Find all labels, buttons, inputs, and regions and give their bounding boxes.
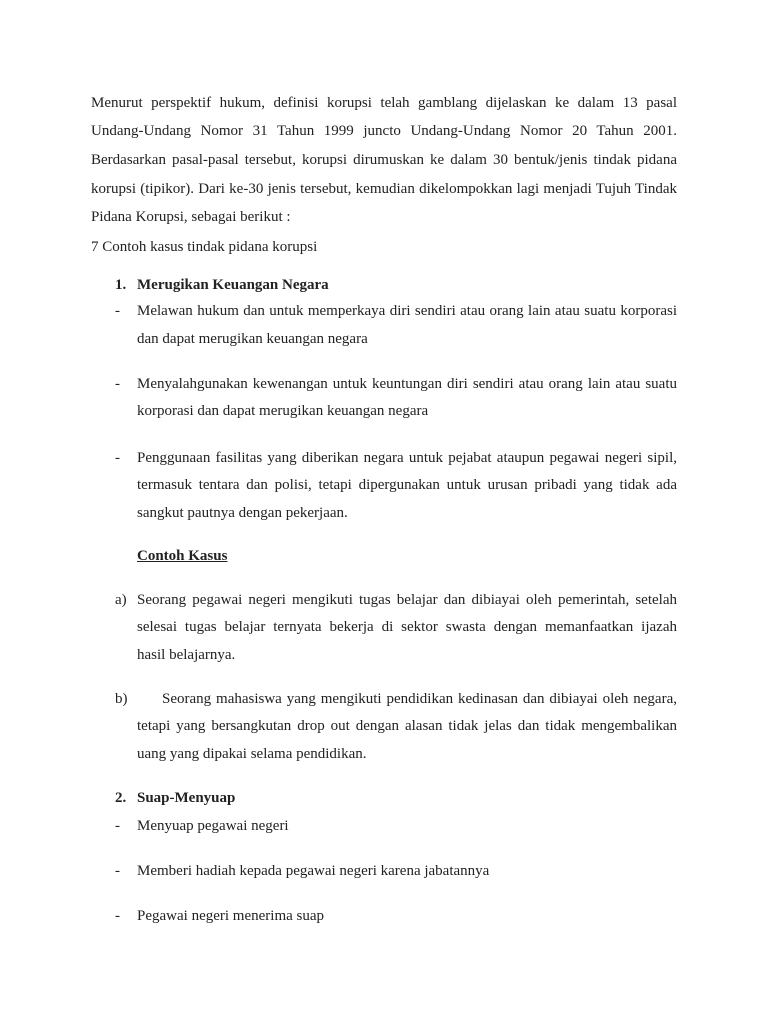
bullet-marker: -: [115, 863, 120, 879]
section-title: Suap-Menyuap: [137, 790, 236, 806]
bullet-marker: -: [115, 376, 120, 392]
bullet-line: Melawan hukum dan untuk memperkaya diri sendiri atau orang lain atau suatu korporasi: [137, 303, 677, 319]
intro-line: korupsi (tipikor). Dari ke-30 jenis tersebut, kemudian dikelompokkan lagi menjadi Tujuh Tindak: [91, 181, 677, 197]
bullet-marker: -: [115, 303, 120, 319]
intro-line: Pidana Korupsi, sebagai berikut :: [91, 209, 291, 225]
bullet-line: termasuk tentara dan polisi, tetapi dipergunakan untuk urusan pribadi yang tidak ada: [137, 477, 677, 493]
example-line: tetapi yang bersangkutan drop out dengan alasan tidak jelas dan tidak mengembalikan: [137, 718, 677, 734]
example-line: hasil belajarnya.: [137, 647, 236, 663]
bullet-line: sangkut pautnya dengan pekerjaan.: [137, 505, 348, 521]
intro-line: Berdasarkan pasal-pasal tersebut, korupsi dirumuskan ke dalam 30 bentuk/jenis tindak pidana: [91, 152, 677, 168]
intro-line: Menurut perspektif hukum, definisi korupsi telah gamblang dijelaskan ke dalam 13 pasal: [91, 95, 677, 111]
subtitle: 7 Contoh kasus tindak pidana korupsi: [91, 239, 318, 255]
example-marker: a): [115, 592, 127, 608]
section-number: 1.: [115, 277, 127, 293]
bullet-line: Menyuap pegawai negeri: [137, 818, 289, 834]
bullet-line: Menyalahgunakan kewenangan untuk keuntungan diri sendiri atau orang lain atau suatu: [137, 376, 677, 392]
example-line: uang yang dipakai selama pendidikan.: [137, 746, 367, 762]
bullet-line: korporasi dan dapat merugikan keuangan negara: [137, 403, 429, 419]
bullet-line: dan dapat merugikan keuangan negara: [137, 331, 368, 347]
bullet-marker: -: [115, 908, 120, 924]
section-number: 2.: [115, 790, 127, 806]
example-line: Seorang pegawai negeri mengikuti tugas belajar dan dibiayai oleh pemerintah, setelah: [137, 592, 677, 608]
bullet-marker: -: [115, 450, 120, 466]
section-title: Merugikan Keuangan Negara: [137, 277, 329, 293]
bullet-line: Pegawai negeri menerima suap: [137, 908, 325, 924]
example-marker: b): [115, 691, 128, 707]
bullet-marker: -: [115, 818, 120, 834]
examples-heading: Contoh Kasus: [137, 548, 228, 564]
bullet-line: Memberi hadiah kepada pegawai negeri karena jabatannya: [137, 863, 490, 879]
bullet-line: Penggunaan fasilitas yang diberikan negara untuk pejabat ataupun pegawai negeri sipil,: [137, 450, 677, 466]
example-line: Seorang mahasiswa yang mengikuti pendidikan kedinasan dan dibiayai oleh negara,: [162, 691, 677, 707]
example-line: selesai tugas belajar ternyata bekerja di sektor swasta dengan memanfaatkan ijazah: [137, 619, 677, 635]
intro-line: Undang-Undang Nomor 31 Tahun 1999 juncto Undang-Undang Nomor 20 Tahun 2001.: [91, 123, 677, 139]
